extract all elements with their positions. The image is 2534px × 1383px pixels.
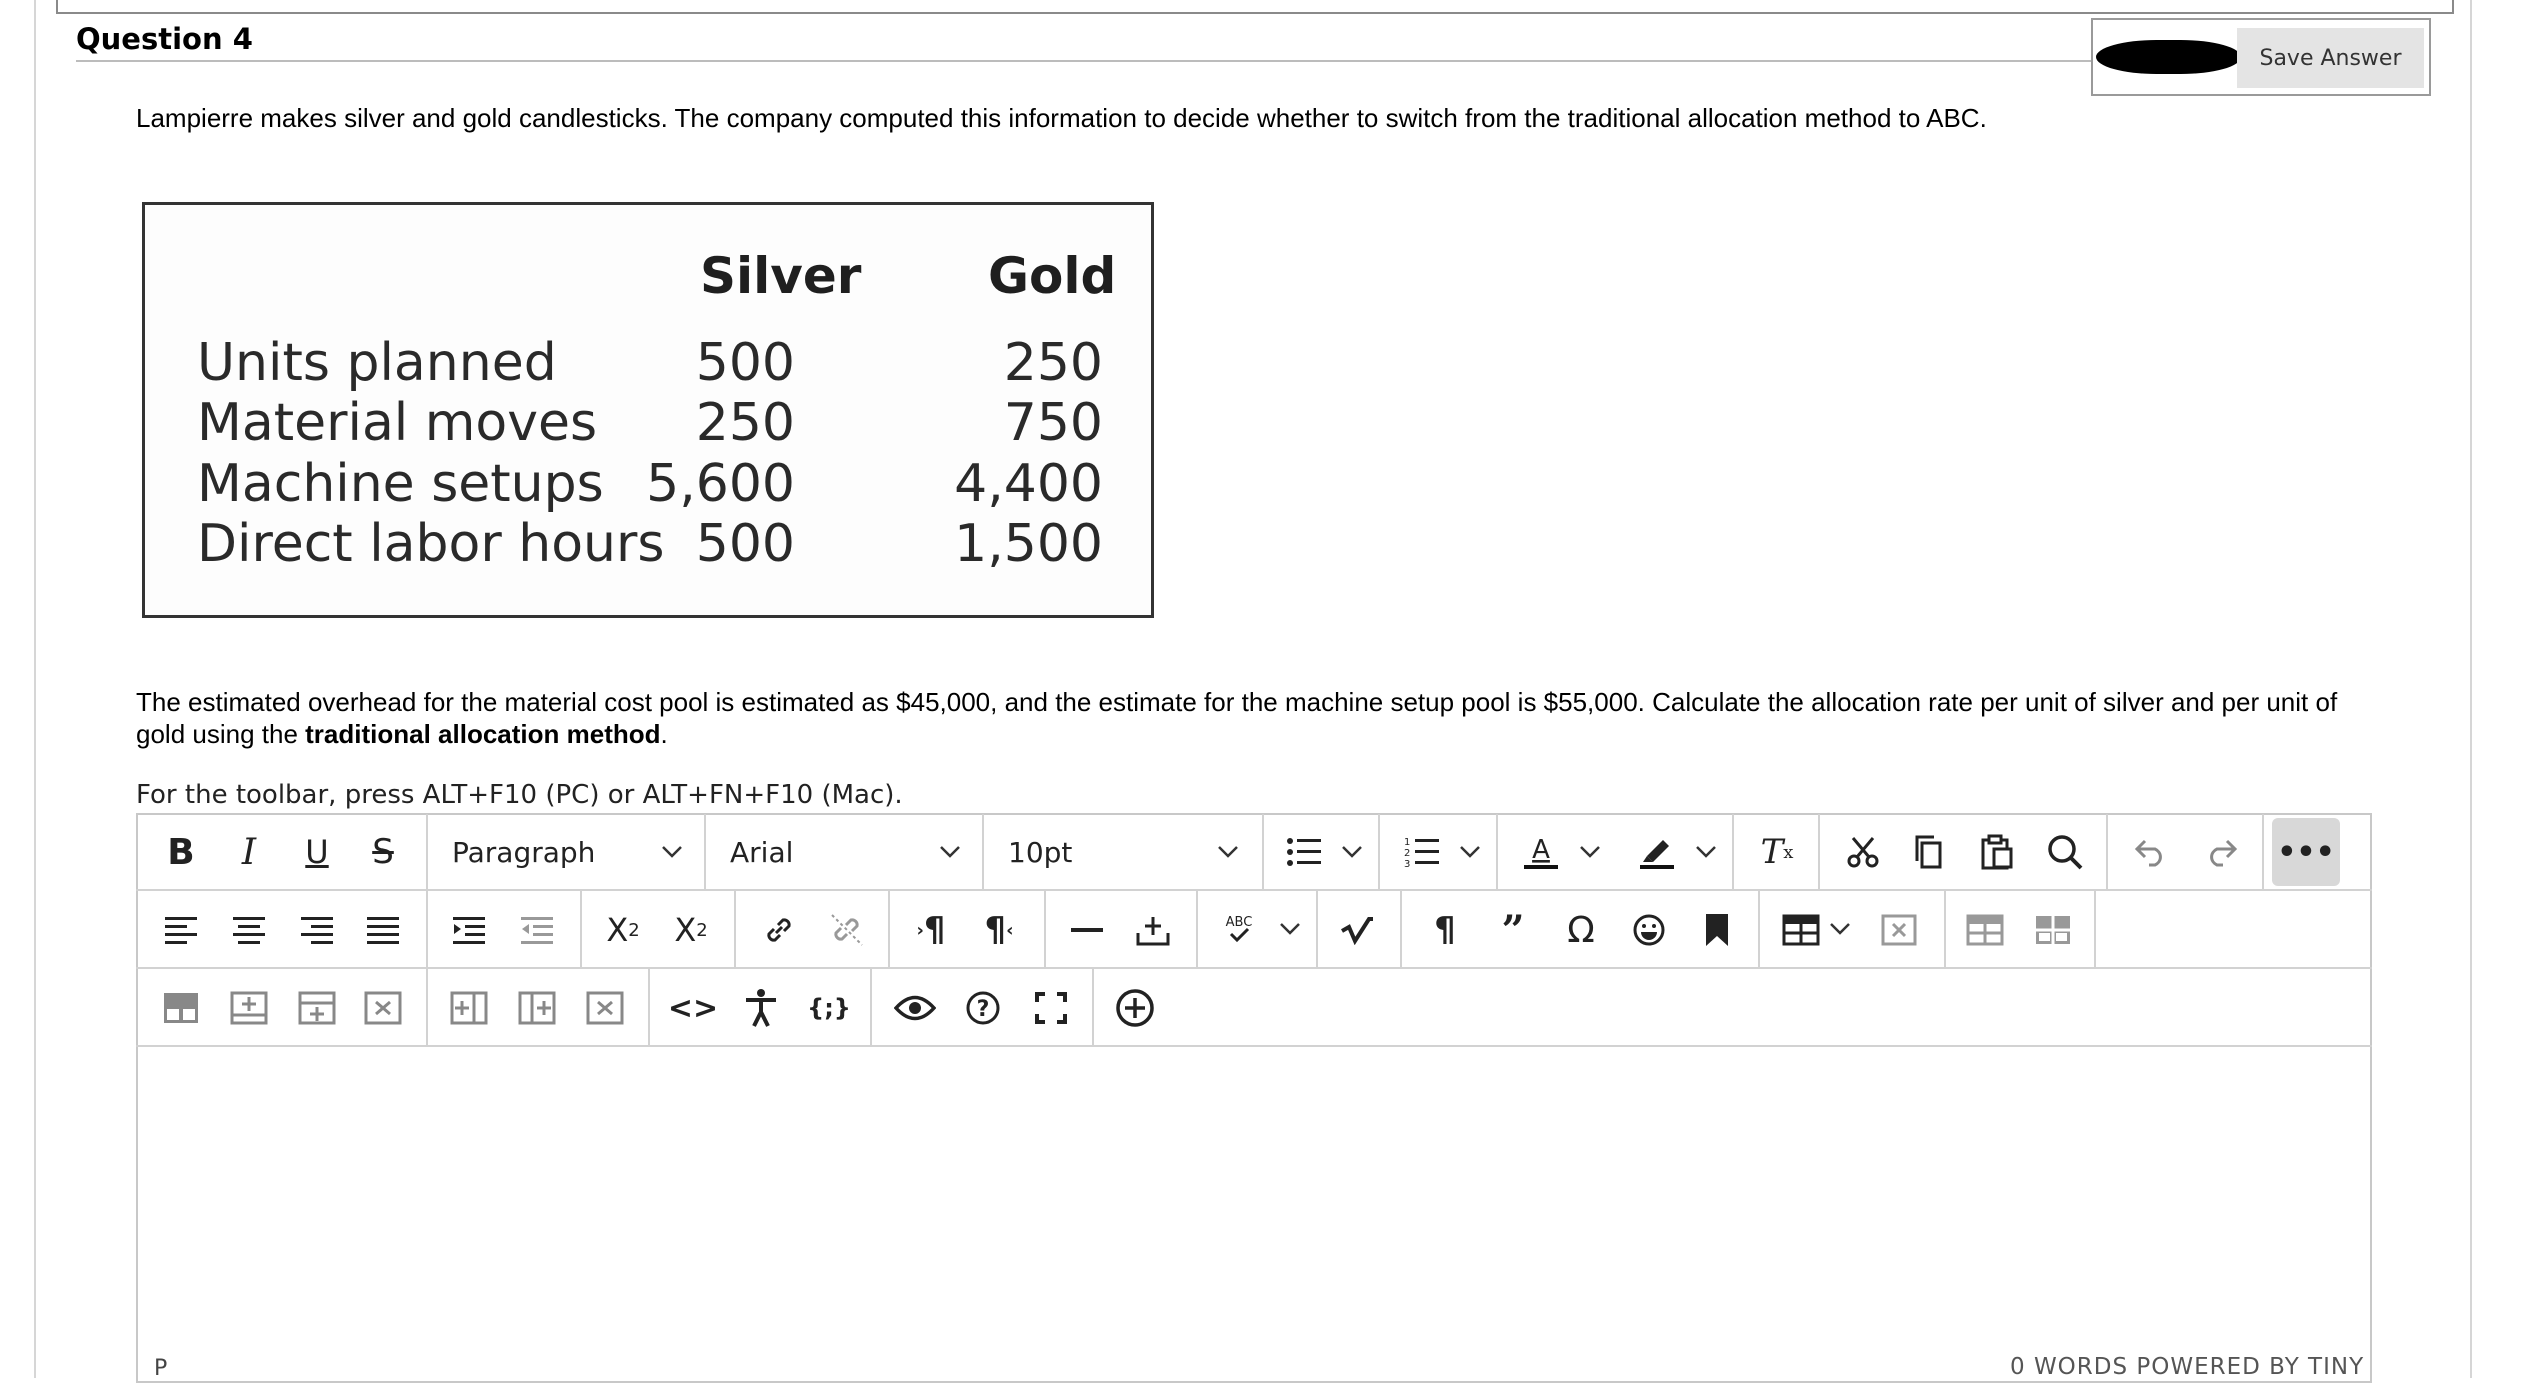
font-select[interactable] [730,826,793,878]
pilcrow-icon[interactable]: ¶ [1434,910,1456,950]
indent-icon[interactable] [448,904,490,956]
group-sep [2106,814,2108,890]
search-icon[interactable] [2042,826,2088,878]
blockquote-icon[interactable]: ” [1501,906,1525,954]
word-count-status: 0 WORDS POWERED BY TINY [2010,1354,2365,1380]
group-sep [580,891,582,967]
group-sep [1316,891,1318,967]
clear-formatting-icon[interactable]: T x [1760,832,1794,872]
size-select[interactable] [1008,826,1072,878]
row-label: Direct labor hours [197,514,665,574]
chevron-down-icon[interactable] [1694,844,1718,860]
gold-value: 1,500 [954,514,1103,574]
group-sep [1378,814,1380,890]
bookmark-icon[interactable] [1694,904,1740,956]
group-sep [734,891,736,967]
gold-value: 750 [1003,393,1103,453]
group-sep [648,969,650,1045]
group-sep [1944,891,1946,967]
svg-text:3: 3 [1404,859,1411,869]
unlink-icon[interactable] [824,904,870,956]
redacted-marker [2096,40,2241,74]
col-delete-icon[interactable] [584,982,626,1034]
toolbar-row-divider [136,967,2372,969]
group-sep [426,814,428,890]
row-delete-icon[interactable] [362,982,404,1034]
toolbar-bottom-divider [136,1045,2372,1047]
math-icon[interactable] [1334,904,1380,956]
numbered-list-icon[interactable] [1402,828,1442,876]
title-divider [76,60,2096,62]
silver-value: 500 [695,514,795,574]
justify-icon[interactable] [362,904,404,956]
highlight-icon[interactable] [1634,826,1680,878]
spellcheck-icon[interactable] [1216,904,1262,956]
table-row-icon[interactable] [2030,904,2076,956]
superscript-icon[interactable]: X 2 [606,911,640,949]
chevron-down-icon[interactable] [1340,844,1364,860]
chevron-down-icon[interactable] [938,844,962,860]
col-before-icon[interactable] [448,982,490,1034]
source-code-icon[interactable]: {;} [807,994,851,1022]
right-frame-line [2470,0,2472,1378]
row-before-icon[interactable] [160,982,202,1034]
rtl-icon[interactable]: ¶ ‹ [984,910,1014,950]
paste-icon[interactable] [1974,826,2020,878]
align-left-icon[interactable] [160,904,202,956]
row-label: Machine setups [197,454,604,514]
group-sep [2262,814,2264,890]
group-sep [1496,814,1498,890]
silver-value: 250 [695,393,795,453]
accessibility-icon[interactable] [738,982,784,1034]
chevron-down-icon[interactable] [1578,844,1602,860]
cut-icon[interactable] [1840,826,1886,878]
underline-icon[interactable]: U [305,833,329,871]
bold-icon[interactable]: B [167,831,195,873]
toolbar-note: For the toolbar, press ALT+F10 (PC) or ALT+FN+F10 (Mac). [136,780,903,810]
row-label: Material moves [197,393,598,453]
delete-table-icon[interactable] [1876,904,1922,956]
group-sep [1818,814,1820,890]
svg-text:ABC: ABC [1225,915,1253,930]
gold-value: 250 [1003,333,1103,393]
group-sep [982,814,984,890]
preview-icon[interactable] [892,982,938,1034]
body-text-bold: traditional allocation method [305,719,661,749]
svg-text:?: ? [976,997,990,1022]
copy-icon[interactable] [1906,826,1952,878]
group-sep [1758,891,1760,967]
bullet-list-icon[interactable] [1284,828,1324,876]
group-sep [1400,891,1402,967]
emoji-icon[interactable] [1626,904,1672,956]
outdent-icon[interactable] [516,904,558,956]
format-select[interactable] [452,826,595,878]
gold-value: 4,400 [954,454,1103,514]
group-sep [1196,891,1198,967]
redo-icon[interactable] [2198,826,2244,878]
chevron-down-icon[interactable] [1278,921,1302,937]
group-sep [1044,891,1046,967]
strikethrough-icon[interactable]: S [372,832,394,872]
previous-question-box [56,0,2454,14]
body-text-part: The estimated overhead for the material cost pool is estimated as $45,000, and the estimate for the machine setup pool is $55,000. Calculate the allocation rate per unit of silver and per unit of gold using the [136,687,2338,749]
add-content-icon[interactable] [1112,982,1158,1034]
insert-icon[interactable] [1130,904,1176,956]
editor-content-area[interactable] [138,1048,2370,1348]
svg-text:1: 1 [1404,837,1411,848]
horizontal-line-icon[interactable] [1064,904,1110,956]
group-sep [704,814,706,890]
group-sep [2094,891,2096,967]
fullscreen-icon[interactable] [1028,982,1074,1034]
col-header-silver: Silver [700,247,862,305]
align-center-icon[interactable] [228,904,270,956]
undo-icon[interactable] [2128,826,2174,878]
intro-text: Lampierre makes silver and gold candlesticks. The company computed this information to decide whether to switch from the traditional allocation method to ABC. [136,103,1987,133]
chevron-down-icon[interactable] [1458,844,1482,860]
col-after-icon[interactable] [516,982,558,1034]
align-right-icon[interactable] [296,904,338,956]
more-icon[interactable]: ••• [2272,818,2340,886]
size-select-value: 10pt [1008,835,1073,869]
group-sep [1732,814,1734,890]
body-text-end: . [660,719,668,749]
question-title: Question 4 [76,22,253,56]
italic-icon[interactable]: I [241,831,257,873]
question-body-text [136,686,2376,750]
code-icon[interactable]: <> [667,990,719,1026]
row-insert-icon[interactable] [296,982,338,1034]
silver-value: 5,600 [646,454,795,514]
font-color-icon[interactable] [1518,826,1564,878]
col-header-gold: Gold [988,247,1117,305]
font-select-value: Arial [730,835,794,869]
table-props-icon[interactable] [1962,904,2008,956]
chevron-down-icon[interactable] [660,844,684,860]
chevron-down-icon[interactable] [1828,921,1852,937]
ltr-icon[interactable]: › ¶ [916,910,946,950]
svg-text:2: 2 [1404,848,1411,859]
silver-value: 500 [695,333,795,393]
table-icon[interactable] [1778,904,1824,956]
group-sep [426,969,428,1045]
row-after-icon[interactable] [228,982,270,1034]
data-table-image [142,202,1154,618]
toolbar-row-divider [136,889,2372,891]
omega-icon[interactable]: Ω [1567,909,1595,951]
element-path[interactable]: P [154,1356,168,1381]
svg-text:A: A [1532,835,1550,865]
left-frame-line [34,0,36,1378]
chevron-down-icon[interactable] [1216,844,1240,860]
group-sep [1092,969,1094,1045]
save-answer-button[interactable]: Save Answer [2237,28,2424,88]
group-sep [1262,814,1264,890]
row-label: Units planned [197,333,557,393]
group-sep [870,969,872,1045]
subscript-icon[interactable]: X 2 [674,911,708,949]
help-icon[interactable] [960,982,1006,1034]
group-sep [888,891,890,967]
link-icon[interactable] [756,904,802,956]
group-sep [426,891,428,967]
format-select-value: Paragraph [452,835,596,869]
